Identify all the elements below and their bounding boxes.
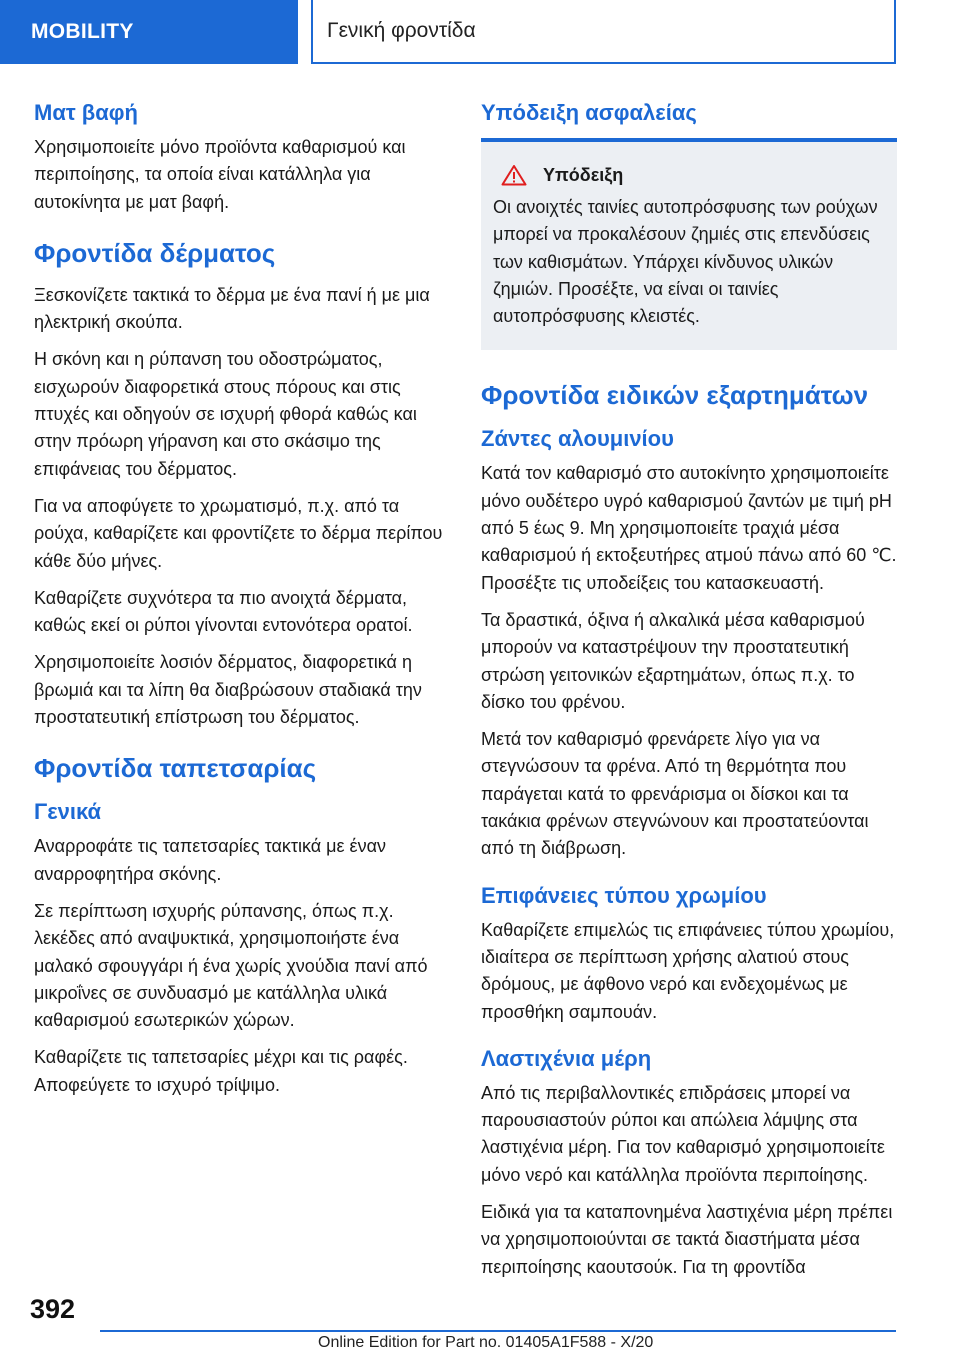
alloy-wheels-heading: Ζάντες αλουμινίου [481, 426, 674, 452]
matte-paint-heading: Ματ βαφή [34, 100, 138, 125]
left-column [34, 98, 450, 1109]
footer-divider [100, 1330, 896, 1332]
paragraph: Για να αποφύγετε το χρωματισμό, π.χ. από τα ρούχα, καθαρίζετε και φροντίζετε το δέρμα περίπου κάθε δύο μήνες. [34, 495, 443, 571]
chrome-surfaces-heading: Επιφάνειες τύπου χρωμίου [481, 882, 767, 908]
chapter-title: Γενική φροντίδα [311, 0, 896, 64]
upholstery-care-heading: Φροντίδα ταπετσαρίας [34, 753, 317, 784]
warning-triangle-icon [501, 164, 527, 186]
paragraph: Μετά τον καθαρισμό φρενάρετε λίγο για να στεγνώσουν τα φρένα. Από τη θερμότητα που παράγεται κατά το φρενάρισμα οι δίσκοι και τα τακάκια φρένων στεγνώνουν και προστατεύονται από τη διάβρωση. [481, 729, 869, 859]
paragraph: Σε περίπτωση ισχυρής ρύπανσης, όπως π.χ. λεκέδες από αναψυκτικά, χρησιμοποιήστε ένα μαλακό σφουγγάρι ή ένα χωρίς χνούδια πανί από μικροΐνες σε συνδυασμό με κατάλληλα υλικά καθαρισμού εσωτερικών χώρων. [34, 900, 428, 1031]
paragraph: Αναρροφάτε τις ταπετσαρίες τακτικά με έναν αναρροφητήρα σκόνης. [34, 836, 386, 884]
matte-paint-text: Χρησιμοποιείτε μόνο προϊόντα καθαρισμού και περιποίησης, τα οποία είναι κατάλληλα για αυτοκίνητα με ματ βαφή. [34, 137, 406, 212]
page-number: 392 [30, 1294, 76, 1324]
section-tab[interactable]: MOBILITY [0, 0, 298, 64]
special-parts-heading: Φροντίδα ειδικών εξαρτημάτων [481, 380, 869, 411]
edition-text: Online Edition for Part no. 01405A1F588 - X/20 [318, 1334, 654, 1351]
paragraph: Καθαρίζετε τις ταπετσαρίες μέχρι και τις ραφές. Αποφεύγετε το ισχυρό τρίψιμο. [34, 1047, 408, 1095]
paragraph: Ειδικά για τα καταπονημένα λαστιχένια μέρη πρέπει να χρησιμοποιούνται σε τακτά διαστήματα μέσα περιποίησης καουτσούκ. Για τη φροντίδα [481, 1202, 893, 1277]
general-heading: Γενικά [34, 799, 102, 825]
safety-note-heading: Υπόδειξη ασφαλείας [481, 100, 697, 125]
safety-note-box [481, 142, 897, 350]
right-column [481, 98, 897, 1291]
page-header [0, 0, 960, 68]
paragraph: Η σκόνη και η ρύπανση του οδοστρώματος, εισχωρούν διαφορετικά στους πόρους και στις πτυχές και οδηγούν σε ισχυρή φθορά καθώς και στην πρόωρη γήρανση και στο σκάσιμο της επιφάνειας του δέρματος. [34, 349, 417, 479]
note-title [493, 164, 881, 186]
leather-care-heading: Φροντίδα δέρματος [34, 237, 276, 268]
paragraph: Καθαρίζετε επιμελώς τις επιφάνειες τύπου χρωμίου, ιδιαίτερα σε περίπτωση χρήσης αλατιού στους δρόμους, με άφθονο νερό και ενδεχομένως με προσθήκη σαμπουάν. [481, 919, 895, 1022]
paragraph: Καθαρίζετε συχνότερα τα πιο ανοιχτά δέρματα, καθώς εκεί οι ρύποι γίνονται εντονότερα ορατοί. [34, 587, 413, 636]
paragraph: Τα δραστικά, όξινα ή αλκαλικά μέσα καθαρισμού μπορούν να καταστρέψουν την προστατευτική στρώση γειτονικών εξαρτημάτων, όπως π.χ. το δίσκο του φρένου. [481, 609, 865, 712]
note-text: Οι ανοιχτές ταινίες αυτοπρόσφυσης των ρούχων μπορεί να προκαλέσουν ζημιές στις επενδύσεις των καθισμάτων. Υπάρχει κίνδυνος υλικών ζημιών. Προσέξτε, να είναι οι ταινίες αυτοπρόσφυσης κλειστές. [493, 197, 878, 327]
paragraph: Ξεσκονίζετε τακτικά το δέρμα με ένα πανί ή με μια ηλεκτρική σκούπα. [34, 284, 430, 333]
paragraph: Κατά τον καθαρισμό στο αυτοκίνητο χρησιμοποιείτε μόνο ουδέτερο υγρό καθαρισμού ζαντών με τιμή pH από 5 έως 9. Μη χρησιμοποιείτε τραχιά μέσα καθαρισμού ή εκτοξευτήρες ατμού πάνω από 60 ℃. Προσέξτε τις υποδείξεις του κατασκευαστή. [481, 463, 897, 593]
paragraph: Από τις περιβαλλοντικές επιδράσεις μπορεί να παρουσιαστούν ρύποι και απώλεια λάμψης στα λαστιχένια μέρη. Για τον καθαρισμό χρησιμοποιείτε μόνο νερό και κατάλληλα προϊόντα περιποίησης. [481, 1082, 885, 1185]
rubber-parts-heading: Λαστιχένια μέρη [481, 1045, 652, 1071]
paragraph: Χρησιμοποιείτε λοσιόν δέρματος, διαφορετικά η βρωμιά και τα λίπη θα διαβρώσουν σταδιακά την προστατευτική επίστρωση του δέρματος. [34, 652, 422, 728]
note-label: Υπόδειξη [543, 164, 624, 185]
